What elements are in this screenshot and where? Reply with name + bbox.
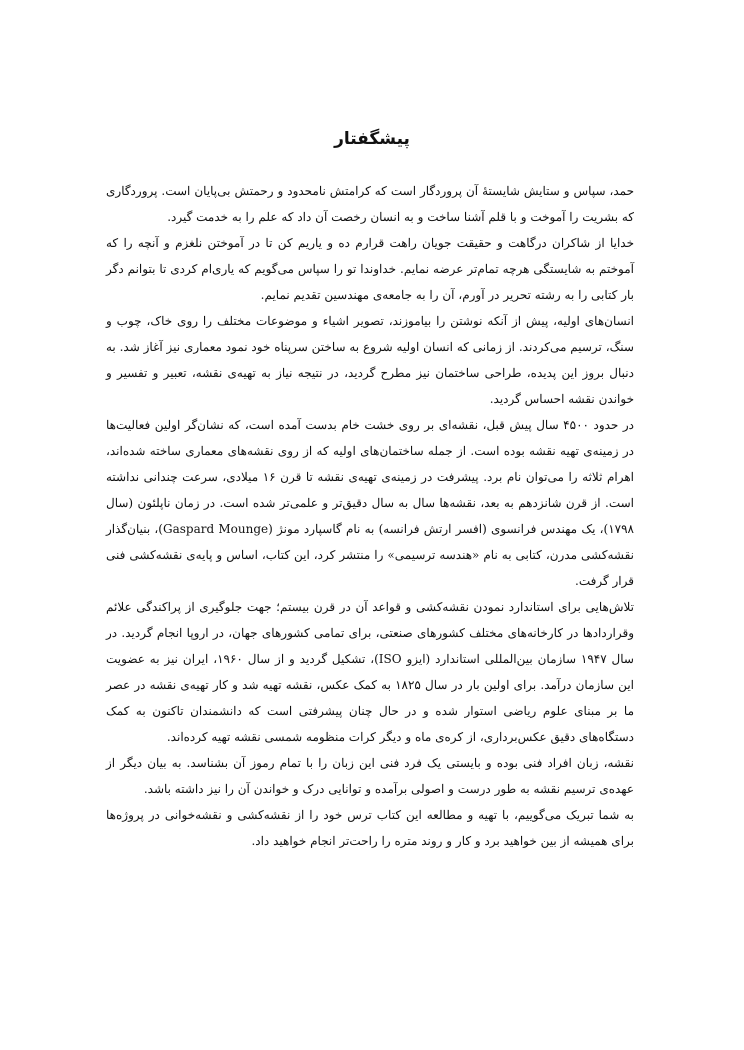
page-title: پیشگفتار — [334, 129, 410, 149]
paragraph-prayer: خدایا از شاکران درگاهت و حقیقت جویان راهت قرارم ده و یاریم کن تا در آموختن نلغزم و آنچه را که آموختم به شایستگی هرچه تمام‌تر عرضه نمایم. خداوندا تو را سپاس می‌گویم که یاری‌ام کردی تا بتوانم دگر بار کتابی را به رشته تحریر در آورم، آن را به جامعه‌ی مهندسین تقدیم نمایم. — [106, 236, 634, 302]
paragraph-standardization: تلاش‌هایی برای استاندارد نمودن نقشه‌کشی و قواعد آن در قرن بیستم؛ جهت جلوگیری از پراکندگی علائم وقراردادها در کارخانه‌های مختلف کشورهای صنعتی، برای تمامی کشورهای جهان، در اروپا انجام گردید. در سال ۱۹۴۷ سازمان بین‌المللی استاندارد (ایزو ISO)، تشکیل گردید و از سال ۱۹۶۰، ایران نیز به عضویت این سازمان درآمد. برای اولین بار در سال ۱۸۲۵ به کمک عکس، نقشه تهیه شد و کار تهیه‌ی نقشه در عصر ما بر مبنای علوم ریاضی استوار شده و در حال چنان پیشرفتی است که دانشمندان تاکنون به کمک دستگاه‌های دقیق عکس‌برداری، از کره‌ی ماه و دیگر کرات منظومه شمسی نقشه تهیه کرده‌اند. — [106, 600, 634, 744]
paragraph-praise: حمد، سپاس و ستایش شایستهٔ آن پروردگار است که کرامتش نامحدود و رحمتش بی‌پایان است. پروردگاری که بشریت را آموخت و با قلم آشنا ساخت و به انسان رخصت آن داد که علم را به خدمت گیرد. — [106, 184, 634, 224]
paragraph-congratulations: به شما تبریک می‌گوییم، با تهیه و مطالعه این کتاب ترس خود را از نقشه‌کشی و نقشه‌خوانی در پروژه‌ها برای همیشه از بین خواهید برد و کار و روند متره را راحت‌تر انجام خواهید داد. — [106, 808, 634, 848]
paragraph-drawing-language: نقشه، زبان افراد فنی بوده و بایستی یک فرد فنی این زبان را با تمام رموز آن بشناسد. به بیان دیگر از عهده‌ی ترسیم نقشه به طور درست و اصولی برآمده و توانایی درک و خواندن آن را نیز داشته باشد. — [106, 756, 634, 796]
document-body — [106, 178, 634, 854]
paragraph-early-humans: انسان‌های اولیه، پیش از آنکه نوشتن را بیاموزند، تصویر اشیاء و موضوعات مختلف را روی خاک، چوب و سنگ، ترسیم می‌کردند. از زمانی که انسان اولیه شروع به ساختن سرپناه خود نمود معماری نیز آغاز شد. به دنبال بروز این پدیده، طراحی ساختمان نیز مطرح گردید، در نتیجه نیاز به تهیه‌ی نقشه، تعبیر و تفسیر و خواندن نقشه احساس گردید. — [106, 314, 634, 406]
paragraph-history: در حدود ۴۵۰۰ سال پیش قبل، نقشه‌ای بر روی خشت خام بدست آمده است، که نشان‌گر اولین فعالیت‌ها در زمینه‌ی تهیه نقشه بوده است. از جمله ساختمان‌های اولیه که از روی نقشه‌های معماری ساخته شده‌اند، اهرام ثلاثه را می‌توان نام برد. پیشرفت در زمینه‌ی تهیه‌ی نقشه تا قرن ۱۶ میلادی، سرعت چندانی نداشته است. از قرن شانزدهم به بعد، نقشه‌ها سال به سال دقیق‌تر و علمی‌تر شده است. در زمان ناپلئون (سال ۱۷۹۸)، یک مهندس فرانسوی (افسر ارتش فرانسه) به نام گاسپارد مونژ (Gaspard Mounge)، بنیان‌گذار نقشه‌کشی مدرن، کتابی به نام «هندسه ترسیمی» را منتشر کرد، این کتاب، اساس و پایه‌ی نقشه‌کشی فنی قرار گرفت. — [106, 418, 635, 588]
